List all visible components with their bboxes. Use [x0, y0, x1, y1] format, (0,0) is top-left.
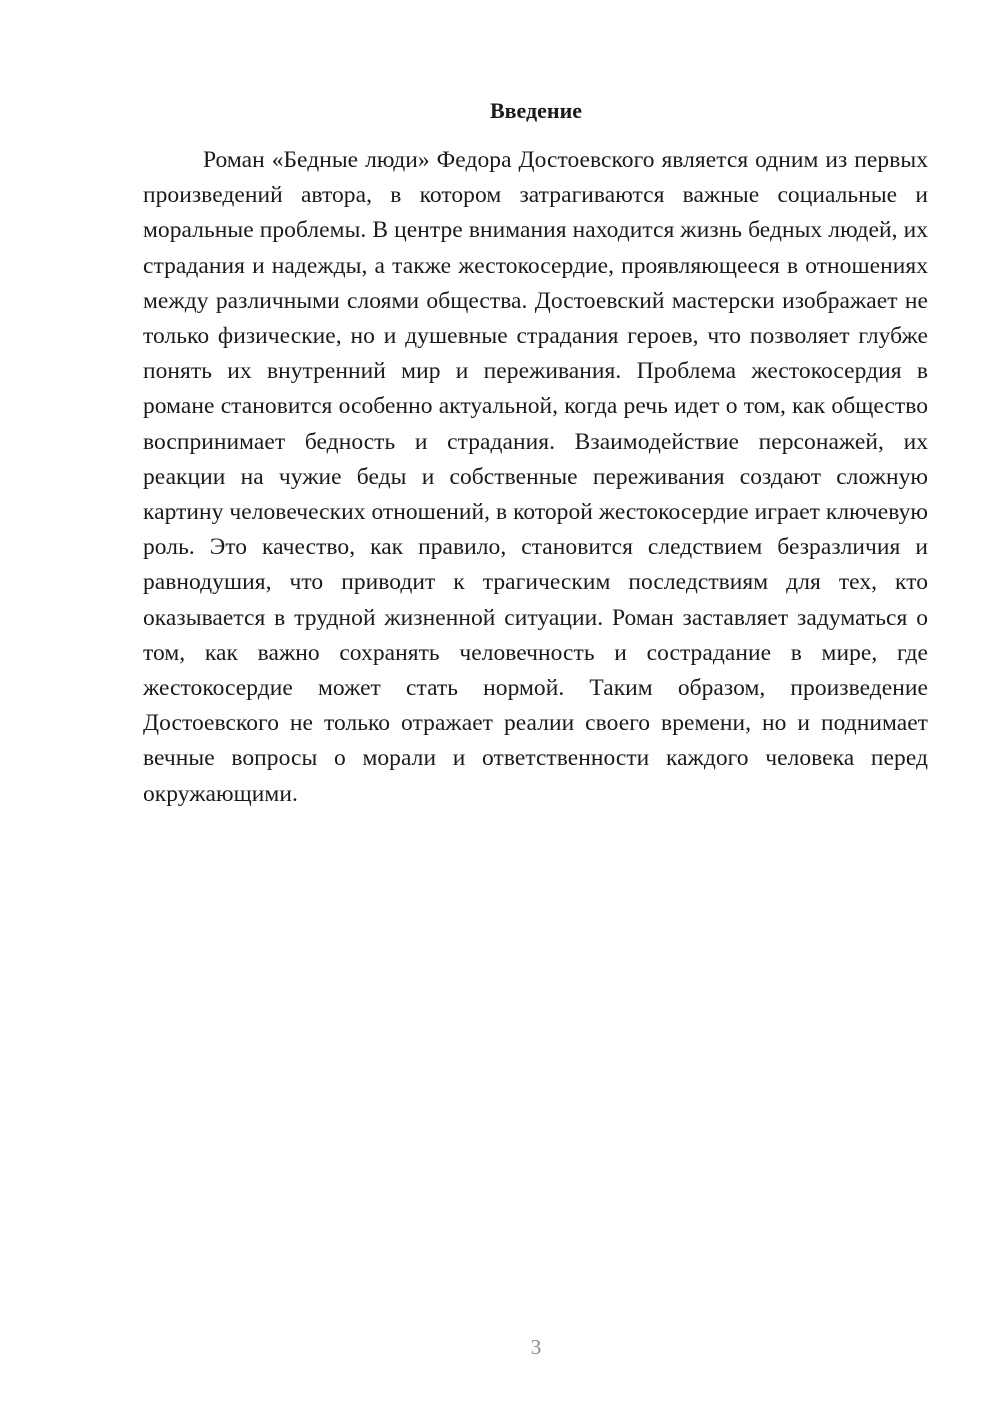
body-paragraph: Роман «Бедные люди» Федора Достоевского является одним из первых произведений автора, в котором затрагиваются важные социальные и моральные проблемы. В центре внимания находится жизнь бедных людей, их страдания и надежды, а также жестокосердие, проявляющееся в отношениях между различными слоями общества. Достоевский мастерски изображает не только физические, но и душевные страдания героев, что позволяет глубже понять их внутренний мир и переживания. Проблема жестокосердия в романе становится особенно актуальной, когда речь идет о том, как общество воспринимает бедность и страдания. Взаимодействие персонажей, их реакции на чужие беды и собственные переживания создают сложную картину человеческих отношений, в которой жестокосердие играет ключевую роль. Это качество, как правило, становится следствием безразличия и равнодушия, что приводит к трагическим последствиям для тех, кто оказывается в трудной жизненной ситуации. Роман заставляет задуматься о том, как важно сохранять человечность и сострадание в мире, где жестокосердие может стать нормой. Таким образом, произведение Достоевского не только отражает реалии своего времени, но и поднимает вечные вопросы о морали и ответственности каждого человека перед окружающими.: [143, 147, 928, 807]
page-number: 3: [530, 1335, 542, 1359]
section-heading: Введение: [489, 98, 583, 123]
